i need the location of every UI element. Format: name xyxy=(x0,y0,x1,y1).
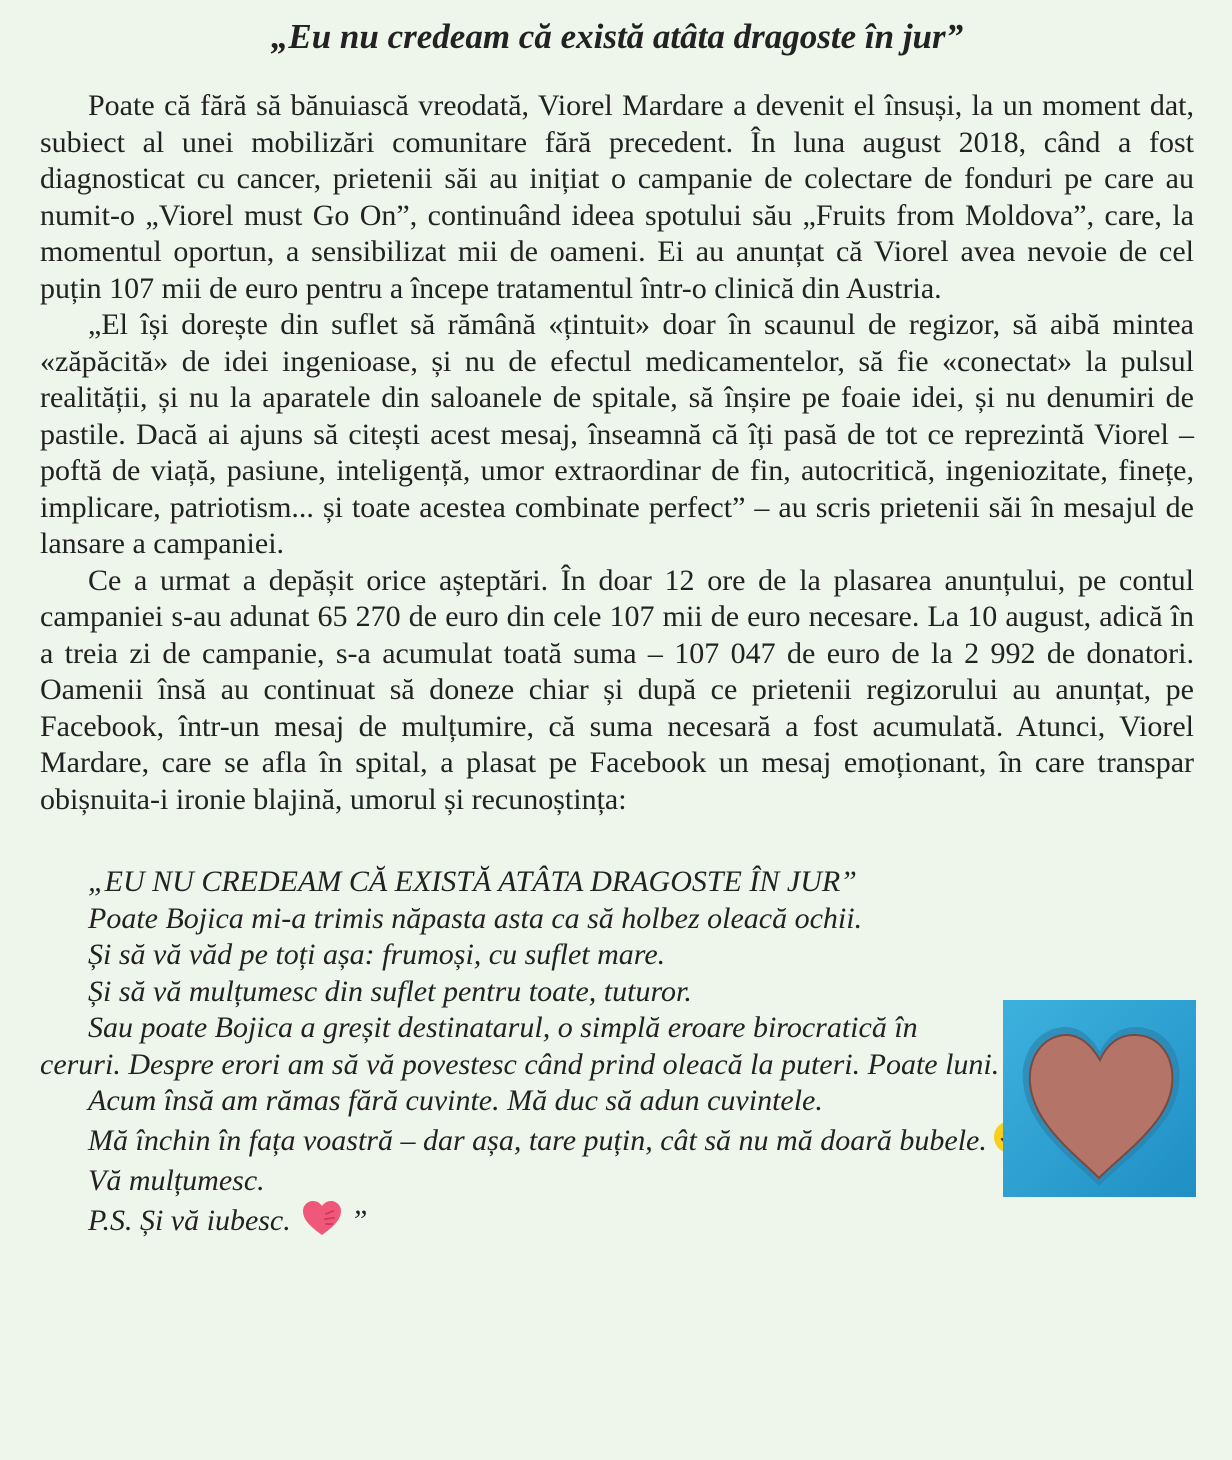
quote-line-text: Mă închin în fața voastră – dar așa, tare puțin, cât să nu mă doară bubele. xyxy=(88,1123,987,1157)
paragraph-3: Ce a urmat a depășit orice așteptări. În doar 12 ore de la plasarea anunțului, pe contul campaniei s-au adunat 65 270 de euro din cele 107 mii de euro necesare. La 10 august, adică în a treia zi de campanie, s-a acumulat toată suma – 107 047 de euro de la 2 992 de donatori. Oamenii însă au continuat să doneze chiar și după ce prietenii regizorului au anunțat, pe Facebook, într-un mesaj de mulțumire, că suma necesară a fost acumulată. Atunci, Viorel Mardare, care se afla în spital, a plasat pe Facebook un mesaj emoționant, în care transpar obișnuita-i ironie blajină, umorul și recunoștința: xyxy=(40,563,1194,816)
quote-heading: „EU NU CREDEAM CĂ EXISTĂ ATÂTA DRAGOSTE ÎN JUR” xyxy=(88,865,857,898)
quote-line: Și să vă mulțumesc din suflet pentru toate, tuturor. xyxy=(88,974,692,1008)
quote-line: Poate Bojica mi-a trimis năpasta asta ca să holbez oleacă ochii. xyxy=(88,901,863,935)
paragraph-1: Poate că fără să bănuiască vreodată, Viorel Mardare a devenit el însuși, la un moment dat, subiect al unei mobilizări comunitare fără precedent. În luna august 2018, când a fost diagnosticat cu cancer, prietenii săi au inițiat o campanie de colectare de fonduri pe care au numit-o „Viorel must Go On”, continuând ideea spotului său „Fruits from Moldova”, care, la momentul oportun, a sensibilizat mii de oameni. Ei au anunțat că Viorel avea nevoie de cel puțin 107 mii de euro pentru a începe tratamentul într-o clinică din Austria. xyxy=(40,89,1194,305)
quote-line-with-heart xyxy=(40,1200,1194,1248)
quote-line: Și să vă văd pe toți așa: frumoși, cu suflet mare. xyxy=(88,938,666,971)
quote-line: Vă mulțumesc. xyxy=(88,1164,265,1197)
quote-line-text: P.S. Și vă iubesc. xyxy=(88,1203,291,1237)
quote-line: Acum însă am rămas fără cuvinte. Mă duc să adun cuvintele. xyxy=(88,1084,823,1117)
paragraph-2: „El își dorește din suflet să rămână «țintuit» doar în scaunul de regizor, să aibă mintea «zăpăcită» de idei ingenioase, și nu de efectul medicamentelor, să fie «conectat» la pulsul realității, și nu la aparatele din saloanele de spitale, să înșire pe foaie idei, și nu denumiri de pastile. Dacă ai ajuns să citești acest mesaj, înseamnă că îți pasă de tot ce reprezintă Viorel – poftă de viață, pasiune, inteligență, umor extraordinar de fin, autocritică, ingeniozitate, finețe, implicare, patriotism... și toate acestea combinate perfect” – au scris prietenii săi în mesajul de lansare a campaniei. xyxy=(40,308,1194,560)
closing-quote-mark: ” xyxy=(350,1203,368,1237)
heart-emoji-icon xyxy=(301,1200,343,1248)
article-title: „Eu nu credeam că există atâta dragoste în jur” xyxy=(270,17,964,56)
heart-photo xyxy=(1003,1000,1196,1197)
quote-line: Sau poate Bojica a greșit destinatarul, o simplă eroare birocratică în xyxy=(88,1011,918,1044)
quote-line: ceruri. Despre erori am să vă povestesc când prind oleacă la puteri. Poate luni. xyxy=(40,1047,1000,1081)
